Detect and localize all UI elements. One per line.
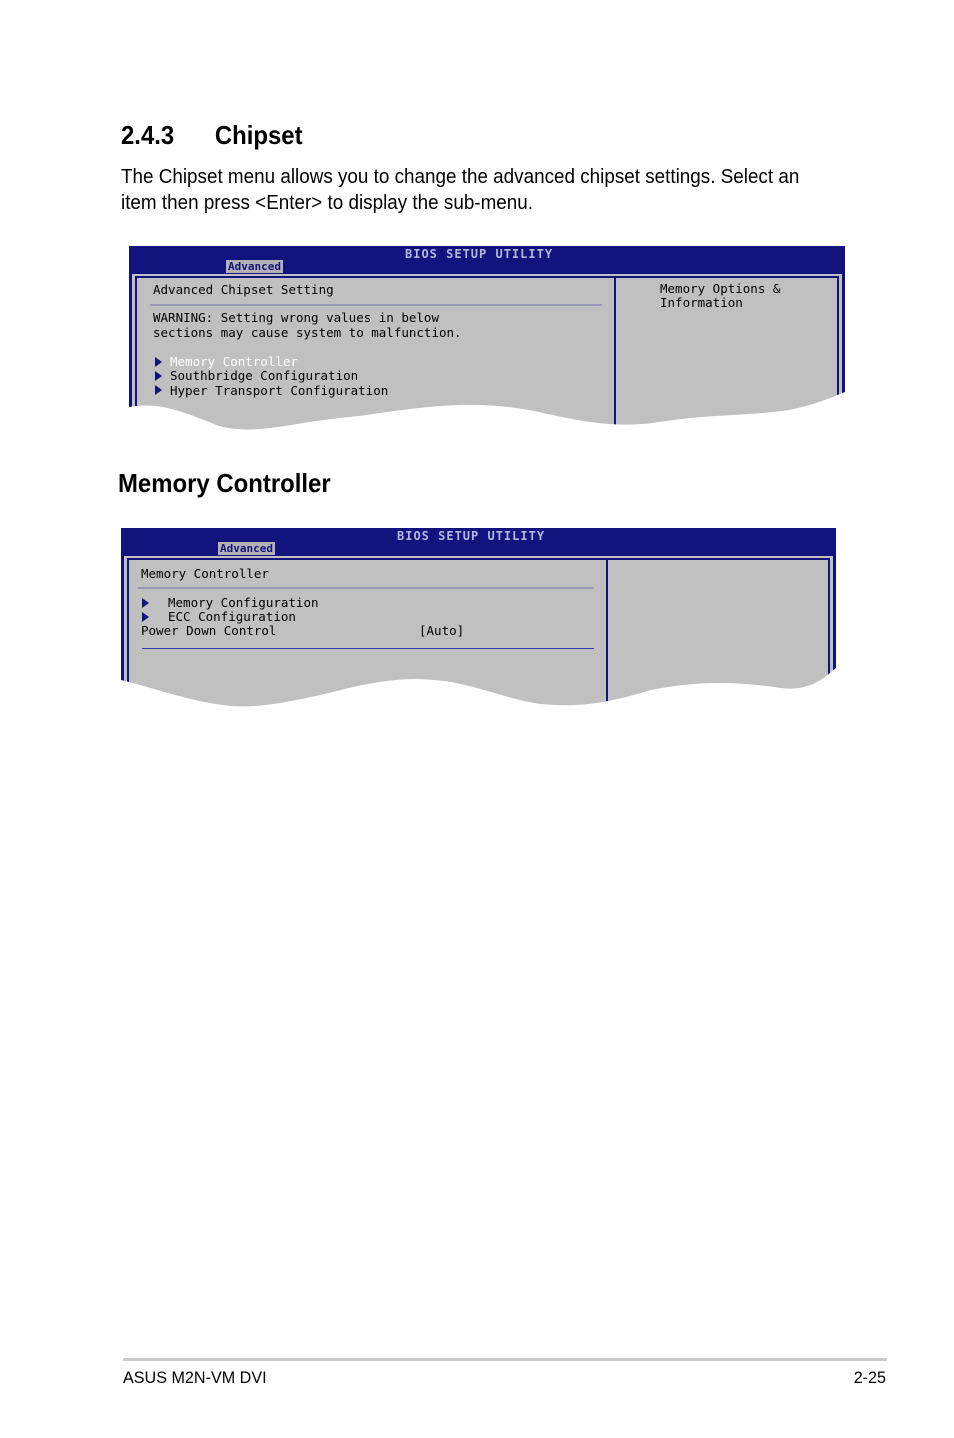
option-separator	[142, 648, 594, 649]
option-value-power-down-control[interactable]: [Auto]	[419, 623, 465, 638]
option-power-down-control[interactable]: Power Down Control	[141, 623, 277, 638]
submenu-arrow-icon	[142, 612, 149, 622]
bios-screen-chipset	[129, 246, 845, 432]
tab-advanced[interactable]: Advanced	[220, 542, 273, 555]
menu-item-southbridge-configuration[interactable]: Southbridge Configuration	[170, 368, 359, 383]
torn-edge	[121, 668, 836, 708]
submenu-arrow-icon	[155, 371, 162, 381]
submenu-arrow-icon	[142, 598, 149, 608]
bios-screen-memory-controller	[121, 528, 836, 708]
menu-item-memory-configuration[interactable]: Memory Configuration	[168, 595, 319, 610]
section-title: Chipset	[214, 120, 303, 150]
bios-title-bar	[129, 246, 845, 274]
submenu-arrow-icon	[155, 357, 162, 367]
menu-item-ecc-configuration[interactable]: ECC Configuration	[168, 609, 296, 624]
tab-advanced[interactable]: Advanced	[228, 260, 281, 273]
bios-heading: Advanced Chipset Setting	[153, 282, 334, 297]
memory-controller-heading: Memory Controller	[118, 468, 331, 498]
heading-separator	[150, 304, 602, 306]
section-number: 2.4.3	[121, 120, 175, 150]
frame-top	[127, 558, 830, 560]
warning-line-2: sections may cause system to malfunction.	[153, 325, 462, 340]
torn-edge	[129, 392, 845, 432]
section-intro: The Chipset menu allows you to change the advanced chipset settings. Select an item then press <Enter> to display the sub-menu.	[121, 165, 800, 214]
menu-item-memory-controller[interactable]: Memory Controller	[170, 354, 298, 369]
footer-rule	[123, 1358, 887, 1361]
warning-line-1: WARNING: Setting wrong values in below	[153, 310, 439, 325]
help-line-1: Memory Options &	[660, 281, 781, 296]
help-line-2: Information	[660, 295, 743, 310]
menu-item-hyper-transport-configuration[interactable]: Hyper Transport Configuration	[170, 383, 389, 398]
bios-utility-title: BIOS SETUP UTILITY	[405, 247, 554, 261]
bios-heading: Memory Controller	[141, 566, 269, 581]
footer-product: ASUS M2N-VM DVI	[123, 1368, 267, 1387]
bios-utility-title: BIOS SETUP UTILITY	[397, 529, 546, 543]
bios-title-bar	[121, 528, 836, 556]
heading-separator	[138, 587, 594, 589]
section-heading	[121, 120, 303, 151]
footer-page-number: 2-25	[853, 1368, 886, 1387]
frame-top	[135, 276, 839, 278]
